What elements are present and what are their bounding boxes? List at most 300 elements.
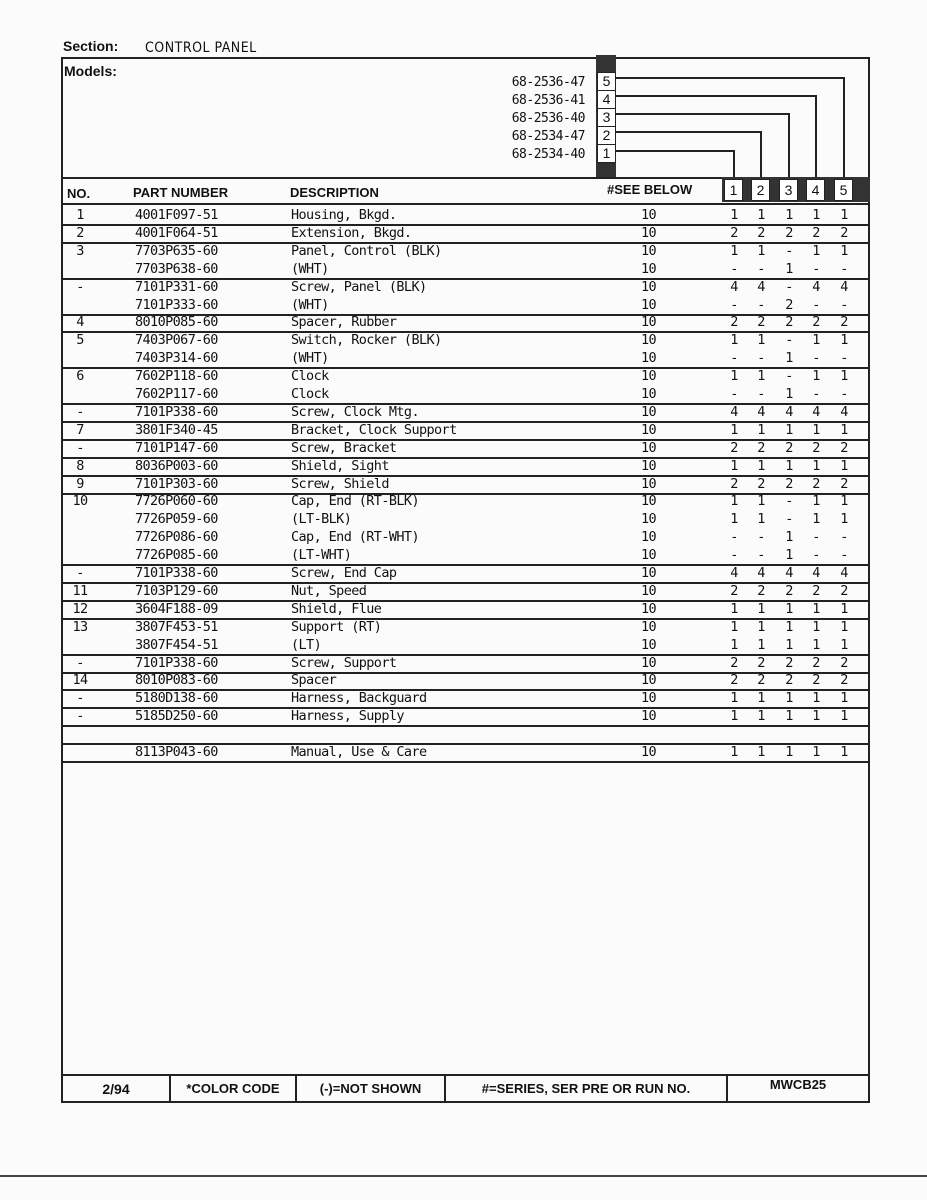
series: 10 <box>641 278 657 295</box>
qty-model-4: 2 <box>812 475 820 492</box>
qty-model-3: - <box>785 368 793 385</box>
qty-header-5: 5 <box>834 179 853 201</box>
qty-model-1: 1 <box>730 207 738 223</box>
qty-model-3: - <box>785 511 793 528</box>
description: Manual, Use & Care <box>291 744 427 760</box>
qty-model-2: 1 <box>757 744 765 760</box>
part-number: 7101P338-60 <box>135 565 218 581</box>
series: 10 <box>641 242 657 259</box>
header-no: NO. <box>67 186 91 201</box>
page-edge-line <box>0 1175 927 1177</box>
qty-model-3: 1 <box>785 636 793 653</box>
qty-model-4: 2 <box>812 654 820 671</box>
description: Harness, Backguard <box>291 690 427 707</box>
series: 10 <box>641 529 657 546</box>
qty-model-1: 1 <box>730 368 738 385</box>
qty-model-1: 2 <box>730 582 738 599</box>
item-number: 9 <box>76 475 84 492</box>
part-number: 7703P638-60 <box>135 260 218 277</box>
description: (LT) <box>291 636 322 653</box>
qty-model-5: 1 <box>840 368 848 385</box>
description: Screw, Shield <box>291 475 389 492</box>
table-row <box>62 492 870 510</box>
qty-model-5: 2 <box>840 224 848 241</box>
qty-model-3: 4 <box>785 403 793 420</box>
qty-model-3: 1 <box>785 690 793 707</box>
item-number: 5 <box>76 332 84 349</box>
model-3-box: 3 <box>597 108 616 127</box>
qty-model-4: 4 <box>812 278 820 295</box>
part-number: 7726P085-60 <box>135 547 218 564</box>
part-number: 7101P338-60 <box>135 654 218 671</box>
qty-header-1: 1 <box>724 179 743 201</box>
table-row <box>62 618 870 636</box>
qty-model-1: 2 <box>730 672 738 689</box>
qty-model-4: 1 <box>812 690 820 707</box>
qty-model-4: 1 <box>812 332 820 349</box>
qty-model-2: 1 <box>757 636 765 653</box>
item-number: - <box>76 278 84 295</box>
qty-model-1: 1 <box>730 618 738 635</box>
qty-model-1: 4 <box>730 278 738 295</box>
table-row <box>62 331 870 349</box>
series: 10 <box>641 260 657 277</box>
model-5-box: 5 <box>597 72 616 91</box>
part-number: 7403P314-60 <box>135 350 218 367</box>
qty-model-2: 1 <box>757 332 765 349</box>
qty-model-3: - <box>785 278 793 295</box>
qty-model-1: 1 <box>730 332 738 349</box>
table-row <box>62 510 870 528</box>
qty-model-3: - <box>785 332 793 349</box>
qty-model-4: 2 <box>812 439 820 456</box>
item-number: - <box>76 403 84 420</box>
qty-model-2: 1 <box>757 207 765 223</box>
qty-model-2: 1 <box>757 457 765 474</box>
qty-model-5: 1 <box>840 421 848 438</box>
series: 10 <box>641 314 657 331</box>
description: Clock <box>291 368 329 385</box>
qty-model-4: 1 <box>812 457 820 474</box>
part-number: 7403P067-60 <box>135 332 218 349</box>
qty-model-1: - <box>730 350 738 367</box>
qty-model-5: 2 <box>840 582 848 599</box>
description: Panel, Control (BLK) <box>291 242 442 259</box>
qty-model-4: 4 <box>812 403 820 420</box>
part-number: 3801F340-45 <box>135 421 218 438</box>
qty-model-5: 1 <box>840 690 848 707</box>
table-row <box>62 743 870 763</box>
description: (WHT) <box>291 260 329 277</box>
qty-model-4: - <box>812 386 820 402</box>
description: Cap, End (RT-WHT) <box>291 529 419 546</box>
footer-color-code: *COLOR CODE <box>171 1076 297 1102</box>
part-number: 7726P086-60 <box>135 529 218 546</box>
connector-1-down <box>733 150 735 179</box>
qty-header-4: 4 <box>806 179 825 201</box>
part-number: 7726P060-60 <box>135 493 218 510</box>
part-number: 7101P303-60 <box>135 475 218 492</box>
qty-model-3: 1 <box>785 260 793 277</box>
qty-model-5: 1 <box>840 207 848 223</box>
series: 10 <box>641 600 657 617</box>
header-part-number: PART NUMBER <box>133 185 229 200</box>
qty-model-1: 2 <box>730 439 738 456</box>
qty-model-3: 1 <box>785 547 793 564</box>
qty-model-2: - <box>757 350 765 367</box>
header-series: #SEE BELOW <box>607 182 693 197</box>
part-number: 7703P635-60 <box>135 242 218 259</box>
series: 10 <box>641 547 657 564</box>
qty-model-3: 1 <box>785 350 793 367</box>
qty-model-5: 2 <box>840 654 848 671</box>
part-number: 8010P085-60 <box>135 314 218 331</box>
description: Shield, Flue <box>291 600 382 617</box>
series: 10 <box>641 475 657 492</box>
qty-model-4: 1 <box>812 636 820 653</box>
series: 10 <box>641 654 657 671</box>
description: Nut, Speed <box>291 582 367 599</box>
qty-model-3: 4 <box>785 565 793 581</box>
qty-model-4: 1 <box>812 600 820 617</box>
qty-model-4: 1 <box>812 368 820 385</box>
qty-model-3: 1 <box>785 744 793 760</box>
connector-4-down <box>815 95 817 179</box>
qty-model-3: 1 <box>785 457 793 474</box>
model-1-label: 68-2534-40 <box>511 147 585 162</box>
qty-model-1: 4 <box>730 565 738 581</box>
qty-model-3: 1 <box>785 529 793 546</box>
item-number: 13 <box>72 618 88 635</box>
qty-header-2: 2 <box>751 179 770 201</box>
part-number: 7602P118-60 <box>135 368 218 385</box>
footer-date: 2/94 <box>63 1076 171 1102</box>
model-1-box: 1 <box>597 144 616 163</box>
description: Cap, End (RT-BLK) <box>291 493 419 510</box>
item-number: 8 <box>76 457 84 474</box>
description: Screw, Clock Mtg. <box>291 403 419 420</box>
qty-model-1: 1 <box>730 708 738 725</box>
qty-model-1: - <box>730 260 738 277</box>
series: 10 <box>641 565 657 581</box>
qty-model-5: 1 <box>840 618 848 635</box>
series: 10 <box>641 386 657 402</box>
description: Harness, Supply <box>291 708 404 725</box>
qty-model-4: 1 <box>812 421 820 438</box>
qty-model-5: 4 <box>840 278 848 295</box>
qty-model-1: 2 <box>730 224 738 241</box>
table-row <box>62 528 870 546</box>
qty-model-1: 1 <box>730 457 738 474</box>
description: (LT-WHT) <box>291 547 352 564</box>
connector-5 <box>616 77 845 79</box>
qty-model-4: - <box>812 529 820 546</box>
footer-doc-code: MWCB25 <box>769 1077 827 1092</box>
item-number: 7 <box>76 421 84 438</box>
qty-model-3: 2 <box>785 439 793 456</box>
qty-model-1: - <box>730 386 738 402</box>
qty-model-5: 4 <box>840 565 848 581</box>
qty-model-3: 2 <box>785 582 793 599</box>
series: 10 <box>641 690 657 707</box>
qty-model-5: 4 <box>840 403 848 420</box>
table-row <box>62 367 870 385</box>
qty-model-4: 1 <box>812 242 820 259</box>
qty-model-3: 1 <box>785 708 793 725</box>
item-number: - <box>76 654 84 671</box>
series: 10 <box>641 744 657 760</box>
description: Shield, Sight <box>291 457 389 474</box>
qty-model-5: 1 <box>840 708 848 725</box>
qty-header-3: 3 <box>779 179 798 201</box>
qty-model-2: 1 <box>757 690 765 707</box>
connector-1 <box>616 150 735 152</box>
qty-model-3: 1 <box>785 618 793 635</box>
qty-model-4: 2 <box>812 314 820 331</box>
part-number: 4001F097-51 <box>135 207 218 223</box>
item-number: - <box>76 690 84 707</box>
qty-model-1: 4 <box>730 403 738 420</box>
header-bottom-line <box>62 203 870 205</box>
table-row <box>62 242 870 260</box>
part-number: 7103P129-60 <box>135 582 218 599</box>
series: 10 <box>641 332 657 349</box>
model-4-box: 4 <box>597 90 616 109</box>
qty-model-4: 1 <box>812 511 820 528</box>
qty-model-5: - <box>840 547 848 564</box>
description: Extension, Bkgd. <box>291 224 412 241</box>
qty-model-3: - <box>785 493 793 510</box>
qty-model-2: - <box>757 260 765 277</box>
qty-model-2: 4 <box>757 403 765 420</box>
qty-model-2: - <box>757 547 765 564</box>
qty-model-5: 1 <box>840 636 848 653</box>
table-row <box>62 278 870 296</box>
series: 10 <box>641 582 657 599</box>
connector-2 <box>616 131 762 133</box>
part-number: 3807F453-51 <box>135 618 218 635</box>
connector-3-down <box>788 113 790 179</box>
models-label: Models: <box>64 63 117 79</box>
qty-model-2: 4 <box>757 278 765 295</box>
qty-model-1: 2 <box>730 314 738 331</box>
frame-top <box>62 57 870 59</box>
item-number: - <box>76 565 84 581</box>
item-number: 12 <box>72 600 88 617</box>
qty-model-2: 1 <box>757 421 765 438</box>
section-value: CONTROL PANEL <box>145 40 257 56</box>
qty-model-4: 1 <box>812 493 820 510</box>
description: Screw, Support <box>291 654 397 671</box>
qty-model-3: 1 <box>785 386 793 402</box>
qty-model-5: - <box>840 350 848 367</box>
qty-model-2: 1 <box>757 493 765 510</box>
item-number: 6 <box>76 368 84 385</box>
qty-model-2: 1 <box>757 511 765 528</box>
qty-model-5: - <box>840 296 848 313</box>
qty-model-4: 4 <box>812 565 820 581</box>
qty-model-3: 1 <box>785 207 793 223</box>
part-number: 7101P147-60 <box>135 439 218 456</box>
item-number: 11 <box>72 582 88 599</box>
item-number: 10 <box>72 493 88 510</box>
series: 10 <box>641 403 657 420</box>
qty-model-2: 2 <box>757 439 765 456</box>
qty-model-2: - <box>757 296 765 313</box>
connector-2-down <box>760 131 762 179</box>
part-number: 5185D250-60 <box>135 708 218 725</box>
model-2-box: 2 <box>597 126 616 145</box>
qty-model-2: 1 <box>757 242 765 259</box>
item-number: 3 <box>76 242 84 259</box>
qty-model-2: 2 <box>757 672 765 689</box>
qty-model-2: 2 <box>757 314 765 331</box>
item-number: 14 <box>72 672 88 689</box>
qty-model-3: 2 <box>785 296 793 313</box>
qty-model-4: 1 <box>812 618 820 635</box>
description: Spacer, Rubber <box>291 314 397 331</box>
series: 10 <box>641 350 657 367</box>
qty-model-3: 2 <box>785 654 793 671</box>
series: 10 <box>641 368 657 385</box>
description: Screw, Bracket <box>291 439 397 456</box>
qty-model-3: 2 <box>785 224 793 241</box>
qty-model-2: 1 <box>757 618 765 635</box>
qty-model-3: - <box>785 242 793 259</box>
qty-model-3: 1 <box>785 421 793 438</box>
series: 10 <box>641 457 657 474</box>
description: Bracket, Clock Support <box>291 421 457 438</box>
qty-model-4: - <box>812 296 820 313</box>
description: Switch, Rocker (BLK) <box>291 332 442 349</box>
qty-model-4: - <box>812 350 820 367</box>
qty-model-1: 1 <box>730 421 738 438</box>
qty-model-4: 1 <box>812 708 820 725</box>
qty-model-5: 1 <box>840 242 848 259</box>
qty-model-2: 1 <box>757 368 765 385</box>
qty-model-1: 1 <box>730 242 738 259</box>
item-number: 4 <box>76 314 84 331</box>
part-number: 8113P043-60 <box>135 744 218 760</box>
description: (LT-BLK) <box>291 511 352 528</box>
qty-model-4: 1 <box>812 744 820 760</box>
qty-model-2: 1 <box>757 708 765 725</box>
qty-model-1: - <box>730 296 738 313</box>
connector-3 <box>616 113 790 115</box>
description: Clock <box>291 386 329 402</box>
qty-model-5: - <box>840 529 848 546</box>
series: 10 <box>641 708 657 725</box>
qty-model-5: 1 <box>840 457 848 474</box>
qty-model-3: 2 <box>785 475 793 492</box>
item-number: 1 <box>76 207 84 223</box>
series: 10 <box>641 439 657 456</box>
part-number: 7101P331-60 <box>135 278 218 295</box>
qty-model-3: 2 <box>785 314 793 331</box>
qty-model-4: 2 <box>812 224 820 241</box>
part-number: 7101P333-60 <box>135 296 218 313</box>
qty-model-2: 1 <box>757 600 765 617</box>
qty-model-5: - <box>840 260 848 277</box>
series: 10 <box>641 296 657 313</box>
qty-model-5: 2 <box>840 439 848 456</box>
series: 10 <box>641 636 657 653</box>
qty-model-1: 1 <box>730 511 738 528</box>
part-number: 8010P083-60 <box>135 672 218 689</box>
item-number: 2 <box>76 224 84 241</box>
series: 10 <box>641 224 657 241</box>
part-number: 5180D138-60 <box>135 690 218 707</box>
description: Screw, Panel (BLK) <box>291 278 427 295</box>
qty-model-1: 1 <box>730 744 738 760</box>
part-number: 7602P117-60 <box>135 386 218 402</box>
qty-model-4: 2 <box>812 672 820 689</box>
qty-model-5: 2 <box>840 314 848 331</box>
description: (WHT) <box>291 296 329 313</box>
qty-model-2: 2 <box>757 582 765 599</box>
qty-model-4: - <box>812 547 820 564</box>
description: Support (RT) <box>291 618 382 635</box>
qty-model-2: 4 <box>757 565 765 581</box>
qty-model-5: - <box>840 386 848 402</box>
section-label: Section: <box>63 38 119 54</box>
connector-5-down <box>843 77 845 179</box>
qty-model-5: 2 <box>840 475 848 492</box>
connector-4 <box>616 95 817 97</box>
qty-model-2: 2 <box>757 224 765 241</box>
qty-model-2: - <box>757 529 765 546</box>
qty-model-5: 1 <box>840 332 848 349</box>
qty-model-5: 1 <box>840 744 848 760</box>
footer-not-shown: (-)=NOT SHOWN <box>297 1076 446 1102</box>
qty-model-2: 2 <box>757 475 765 492</box>
model-4-label: 68-2536-41 <box>511 93 585 108</box>
qty-model-1: 1 <box>730 600 738 617</box>
qty-model-1: 1 <box>730 636 738 653</box>
qty-model-1: 1 <box>730 690 738 707</box>
qty-model-4: - <box>812 260 820 277</box>
part-number: 3604F188-09 <box>135 600 218 617</box>
item-number: - <box>76 708 84 725</box>
qty-model-1: 2 <box>730 654 738 671</box>
footer-series-note: #=SERIES, SER PRE OR RUN NO. <box>446 1076 728 1102</box>
part-number: 7726P059-60 <box>135 511 218 528</box>
series: 10 <box>641 511 657 528</box>
header-description: DESCRIPTION <box>290 185 379 200</box>
qty-model-3: 1 <box>785 600 793 617</box>
description: Screw, End Cap <box>291 565 397 581</box>
qty-model-5: 1 <box>840 511 848 528</box>
description: (WHT) <box>291 350 329 367</box>
qty-model-5: 1 <box>840 600 848 617</box>
part-number: 4001F064-51 <box>135 224 218 241</box>
series: 10 <box>641 421 657 438</box>
qty-model-3: 2 <box>785 672 793 689</box>
series: 10 <box>641 493 657 510</box>
qty-model-1: - <box>730 529 738 546</box>
description: Housing, Bkgd. <box>291 207 397 223</box>
qty-model-5: 2 <box>840 672 848 689</box>
qty-model-1: - <box>730 547 738 564</box>
qty-model-2: 2 <box>757 654 765 671</box>
series: 10 <box>641 207 657 223</box>
qty-model-1: 1 <box>730 493 738 510</box>
part-number: 8036P003-60 <box>135 457 218 474</box>
part-number: 7101P338-60 <box>135 403 218 420</box>
series: 10 <box>641 618 657 635</box>
part-number: 3807F454-51 <box>135 636 218 653</box>
qty-model-1: 2 <box>730 475 738 492</box>
